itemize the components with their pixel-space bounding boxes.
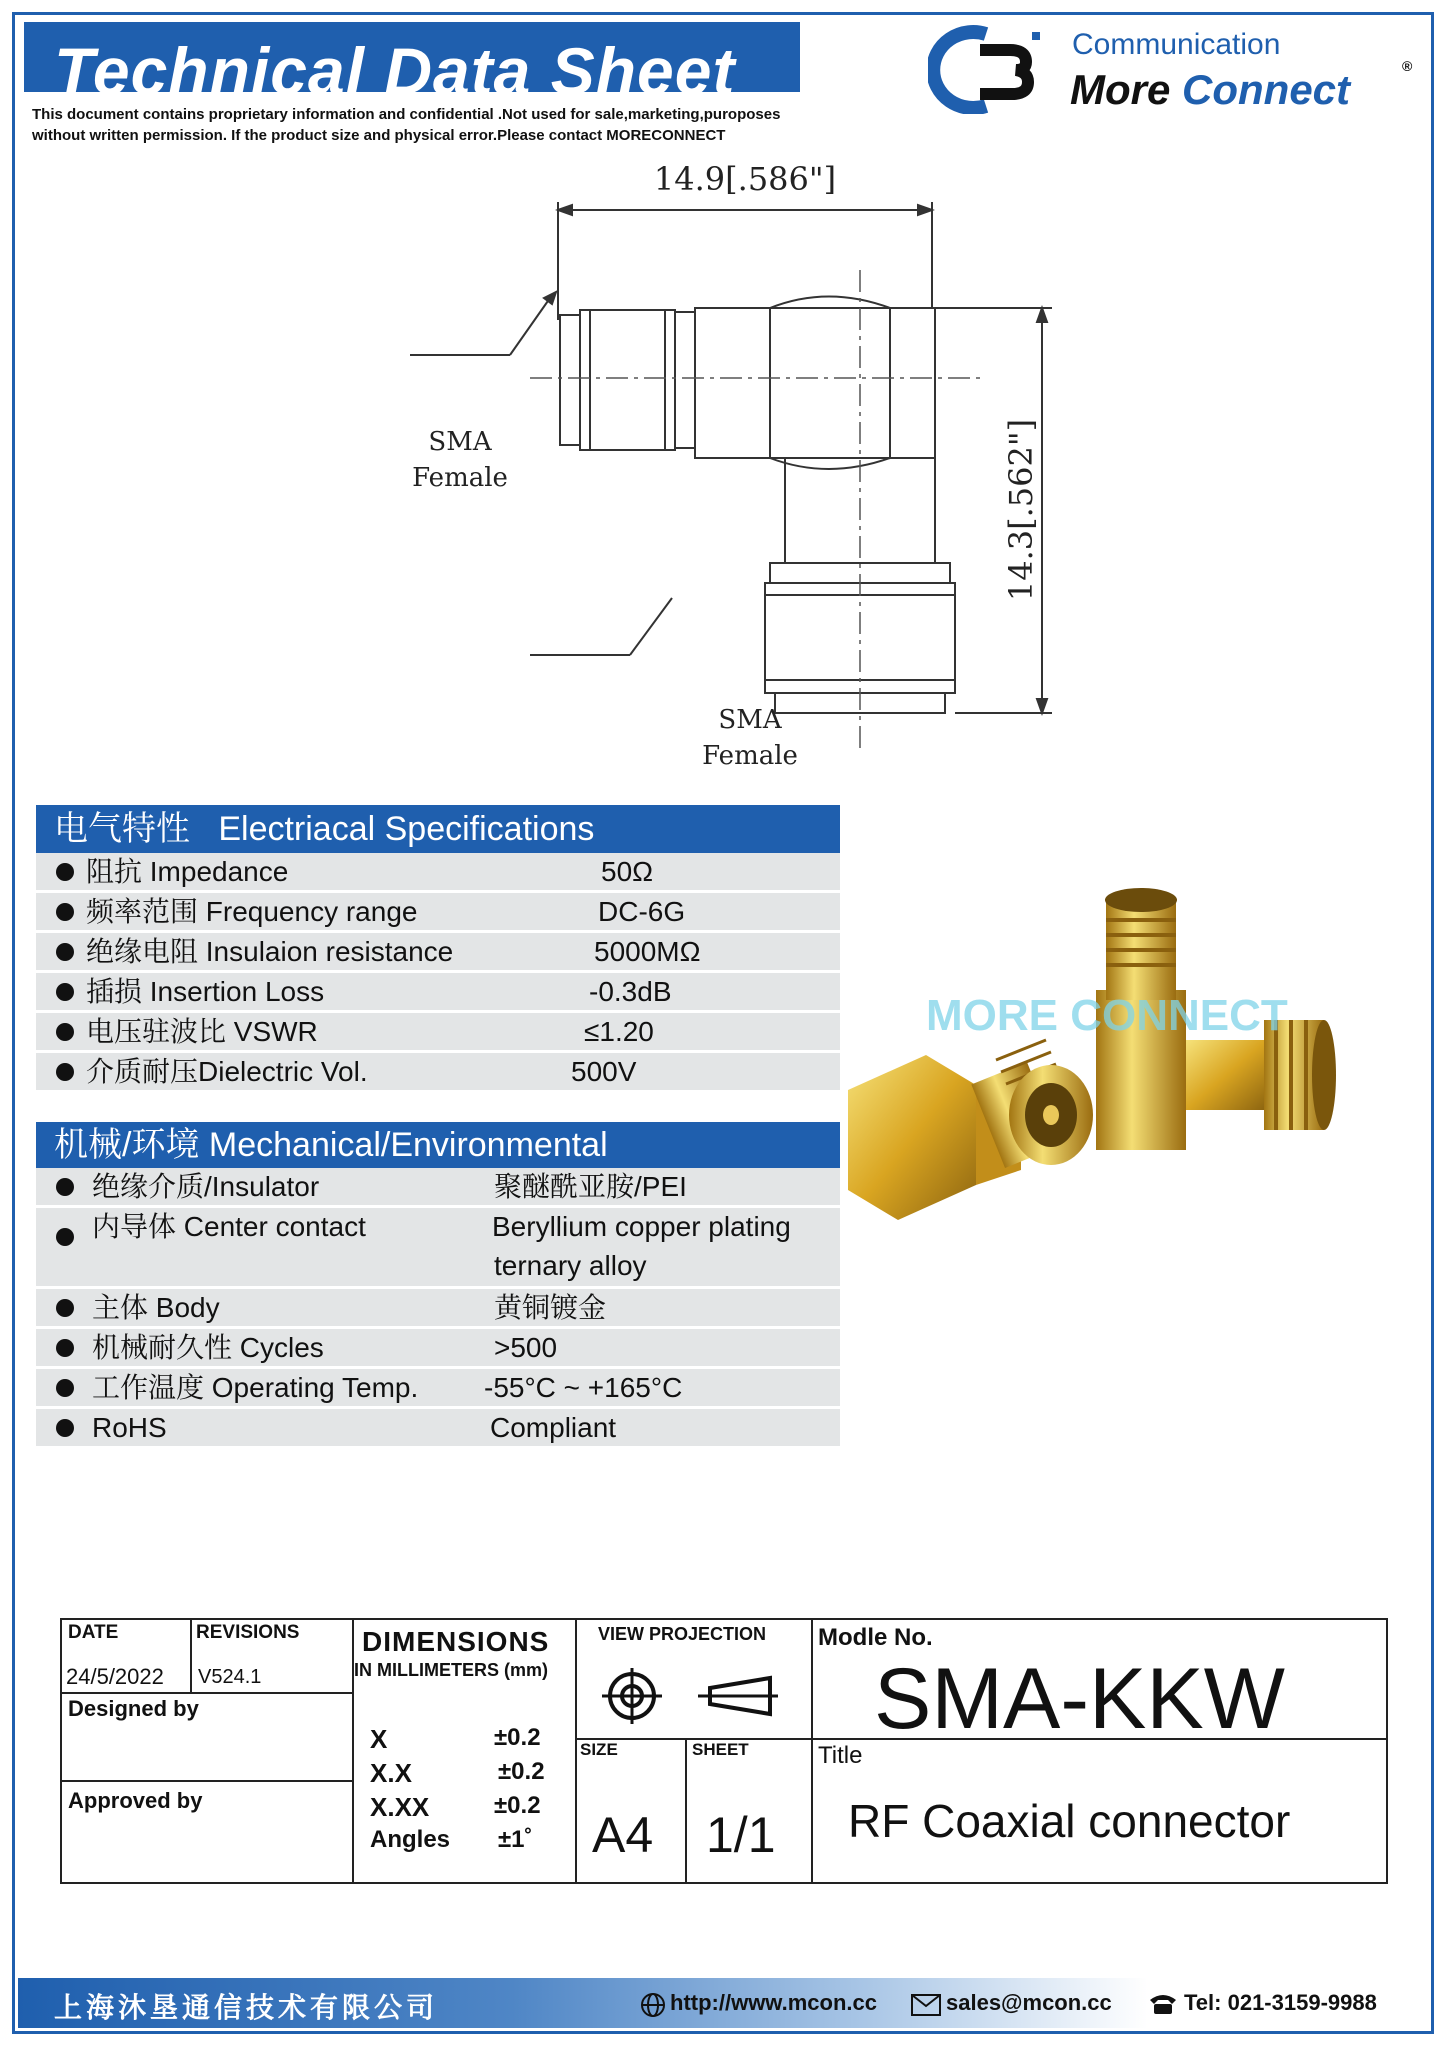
disclaimer-line1: This document contains proprietary information and confidential .Not used for sale,marketing,puroposes	[32, 106, 781, 123]
brand-tagline: Communication	[1072, 28, 1281, 61]
website-link[interactable]: http://www.mcon.cc	[670, 1990, 877, 2015]
revision-value: V524.1	[198, 1666, 262, 1688]
spec-label: 工作温度 Operating Temp.	[92, 1372, 419, 1403]
model-label: Modle No.	[818, 1624, 933, 1651]
bullet-icon	[56, 1178, 74, 1196]
spec-value: -55°C ~ +165°C	[484, 1372, 683, 1403]
sma-female-label-2a: SMA	[718, 705, 782, 735]
disclaimer-line2: without written permission. If the product size and physical error.Please contact MORECONNECT	[32, 127, 726, 144]
telephone-icon	[1148, 1992, 1178, 2016]
spec-row	[36, 1329, 840, 1369]
envelope-icon	[911, 1994, 941, 2016]
sma-female-label-2b: Female	[702, 741, 798, 771]
bullet-icon	[56, 1419, 74, 1437]
height-dimension: 14.3[.562"]	[1002, 418, 1040, 602]
width-dimension: 14.9[.586"]	[653, 160, 837, 198]
bullet-icon	[56, 903, 74, 921]
title-banner	[24, 22, 800, 108]
spec-row	[36, 1013, 840, 1053]
sheet-label: SHEET	[692, 1740, 749, 1759]
mechanical-spec-header: 机械/环境 Mechanical/Environmental	[36, 1122, 840, 1168]
spec-value-line2: ternary alloy	[494, 1250, 647, 1281]
date-label: DATE	[68, 1622, 119, 1643]
dimensions-label: DIMENSIONS	[362, 1626, 550, 1657]
size-label: SIZE	[580, 1740, 618, 1759]
tolerance-key: X.X	[370, 1758, 412, 1788]
photo-watermark: MORE CONNECT	[926, 991, 1288, 1040]
title-label: Title	[818, 1742, 863, 1769]
dimensions-unit: IN MILLIMETERS (mm)	[354, 1660, 548, 1680]
spec-label: 主体 Body	[92, 1292, 220, 1323]
designed-by-label: Designed by	[68, 1696, 199, 1721]
company-name: 上海沐垦通信技术有限公司	[54, 1992, 439, 2023]
spec-value: -0.3dB	[589, 976, 672, 1007]
spec-label: 机械耐久性 Cycles	[92, 1332, 324, 1363]
spec-value: Beryllium copper plating	[492, 1211, 791, 1242]
electrical-title-en: Electriacal Specifications	[218, 810, 595, 848]
spec-row	[36, 893, 840, 933]
page-title: Technical Data Sheet	[54, 34, 736, 108]
registered-mark: ®	[1402, 58, 1413, 74]
spec-label: 阻抗 Impedance	[86, 856, 289, 887]
sma-female-label-1b: Female	[412, 463, 508, 493]
bullet-icon	[56, 863, 74, 881]
bullet-icon	[56, 1228, 74, 1246]
bullet-icon	[56, 1379, 74, 1397]
bullet-icon	[56, 1339, 74, 1357]
spec-value: DC-6G	[598, 896, 686, 927]
sma-female-label-1a: SMA	[428, 427, 492, 457]
spec-row	[36, 1369, 840, 1409]
bullet-icon	[56, 983, 74, 1001]
size-value: A4	[592, 1807, 654, 1863]
approved-by-label: Approved by	[68, 1788, 203, 1813]
tolerance-key: Angles	[370, 1826, 451, 1853]
spec-row	[36, 1409, 840, 1449]
tolerance-value: ±0.2	[494, 1724, 541, 1751]
footer-bar	[18, 1978, 1430, 2028]
spec-label: 绝缘介质/Insulator	[92, 1171, 320, 1202]
tolerance-value: ±1˚	[498, 1826, 533, 1853]
product-title: RF Coaxial connector	[848, 1795, 1291, 1847]
spec-row	[36, 1289, 840, 1329]
brand-connect: Connect	[1182, 66, 1351, 113]
spec-row	[36, 1208, 840, 1289]
spec-row	[36, 973, 840, 1013]
spec-value: Compliant	[490, 1412, 617, 1443]
spec-row	[36, 1168, 840, 1208]
email-link[interactable]: sales@mcon.cc	[946, 1990, 1112, 2015]
brand-name	[1070, 66, 1350, 114]
spec-label: RoHS	[92, 1412, 167, 1443]
phone-number: Tel: 021-3159-9988	[1184, 1990, 1377, 2015]
spec-value: 聚醚酰亚胺/PEI	[494, 1171, 687, 1202]
spec-label: 频率范围 Frequency range	[86, 896, 418, 927]
brand-more: More	[1070, 66, 1183, 113]
bullet-icon	[56, 1299, 74, 1317]
spec-label: 电压驻波比 VSWR	[86, 1016, 318, 1047]
globe-icon	[640, 1992, 666, 2018]
tolerance-value: ±0.2	[494, 1792, 541, 1819]
connector-drawing	[380, 150, 1080, 790]
tolerance-value: ±0.2	[498, 1758, 545, 1785]
bullet-icon	[56, 1023, 74, 1041]
disclaimer	[32, 104, 832, 146]
spec-value: 50Ω	[601, 856, 654, 887]
bullet-icon	[56, 943, 74, 961]
electrical-spec-table	[36, 805, 840, 1093]
projection-symbol-icon	[602, 1664, 782, 1728]
electrical-spec-header	[36, 805, 840, 853]
spec-label: 介质耐压Dielectric Vol.	[86, 1056, 368, 1087]
date-value: 24/5/2022	[66, 1664, 164, 1689]
more-connect-logo-icon	[928, 24, 1048, 114]
spec-row	[36, 853, 840, 893]
tolerance-key: X.XX	[370, 1792, 430, 1822]
spec-value: >500	[494, 1332, 558, 1363]
electrical-title-cn: 电气特性	[54, 810, 190, 848]
spec-label: 插损 Insertion Loss	[86, 976, 325, 1007]
sheet-value: 1/1	[706, 1807, 776, 1863]
title-block	[60, 1618, 1388, 1884]
spec-value: 5000MΩ	[594, 936, 701, 967]
bullet-icon	[56, 1063, 74, 1081]
spec-row	[36, 933, 840, 973]
view-projection-label: VIEW PROJECTION	[598, 1624, 767, 1644]
spec-label: 绝缘电阻 Insulaion resistance	[86, 936, 454, 967]
spec-label: 内导体 Center contact	[92, 1211, 366, 1242]
revisions-label: REVISIONS	[196, 1622, 300, 1643]
model-number: SMA-KKW	[874, 1651, 1285, 1747]
spec-value: 500V	[571, 1056, 637, 1087]
mechanical-spec-table	[36, 1122, 840, 1449]
product-photo	[846, 850, 1426, 1270]
tolerance-key: X	[370, 1724, 388, 1754]
spec-value: 黄铜镀金	[494, 1292, 607, 1323]
spec-value: ≤1.20	[584, 1016, 654, 1047]
spec-row	[36, 1053, 840, 1093]
